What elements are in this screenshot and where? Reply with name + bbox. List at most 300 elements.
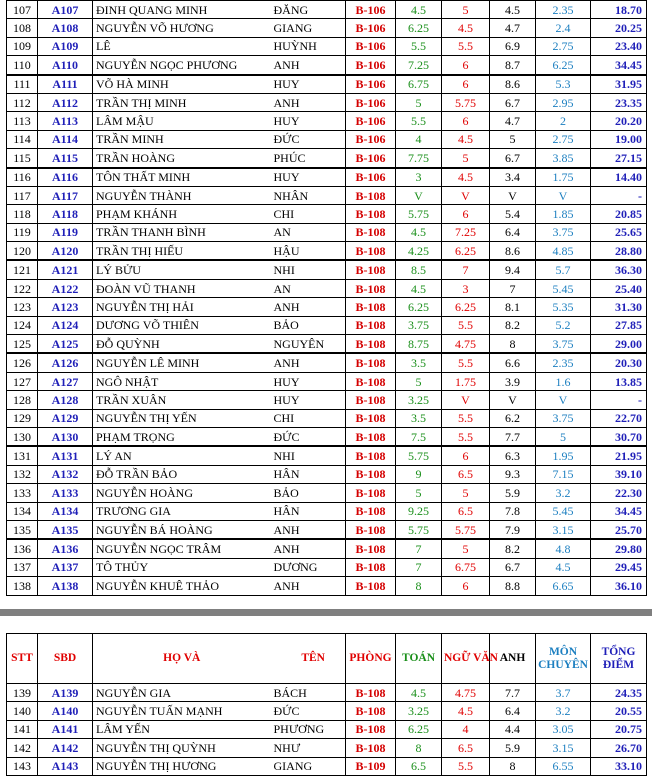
cell-van: 4 xyxy=(442,720,490,738)
cell-chuyen: 6.55 xyxy=(536,757,591,775)
cell-sbd: A141 xyxy=(38,720,93,738)
cell-stt: 130 xyxy=(7,427,38,446)
cell-ten: ANH xyxy=(271,353,346,372)
cell-van: 4.5 xyxy=(442,19,490,37)
cell-ho: NGUYỄN TUẤN MẠNH xyxy=(93,702,271,720)
cell-stt: 118 xyxy=(7,205,38,223)
cell-toan: V xyxy=(396,186,442,204)
cell-ho: PHẠM TRỌNG xyxy=(93,427,271,446)
cell-stt: 137 xyxy=(7,558,38,576)
cell-stt: 141 xyxy=(7,720,38,738)
cell-phong: B-108 xyxy=(346,335,396,354)
cell-chuyen: 3.75 xyxy=(536,409,591,427)
cell-van: 4.5 xyxy=(442,702,490,720)
cell-stt: 128 xyxy=(7,391,38,409)
cell-anh: 7.9 xyxy=(490,520,536,539)
cell-phong: B-108 xyxy=(346,446,396,465)
cell-sbd: A125 xyxy=(38,335,93,354)
cell-ho: NGUYỄN GIA xyxy=(93,684,271,702)
cell-stt: 108 xyxy=(7,19,38,37)
cell-ho: ĐỖ TRẦN BẢO xyxy=(93,465,271,483)
cell-phong: B-106 xyxy=(346,75,396,94)
cell-anh: 8.6 xyxy=(490,75,536,94)
cell-van: 6.5 xyxy=(442,502,490,520)
header-chuyen: MÔN CHUYÊN xyxy=(536,634,591,684)
cell-phong: B-106 xyxy=(346,19,396,37)
cell-phong: B-106 xyxy=(346,56,396,75)
score-table-bottom-body xyxy=(7,684,647,776)
cell-sbd: A124 xyxy=(38,316,93,334)
cell-ten: NHI xyxy=(271,260,346,279)
cell-ten: HUY xyxy=(271,112,346,130)
cell-anh: 4.4 xyxy=(490,720,536,738)
cell-anh: 5 xyxy=(490,130,536,148)
cell-van: 7 xyxy=(442,260,490,279)
cell-anh: 3.9 xyxy=(490,372,536,390)
cell-ten: HUY xyxy=(271,372,346,390)
cell-stt: 125 xyxy=(7,335,38,354)
cell-ho: LÂM MẬU xyxy=(93,112,271,130)
cell-van: 4.75 xyxy=(442,335,490,354)
cell-ho: NGUYỄN BÁ HOÀNG xyxy=(93,520,271,539)
cell-ten: BÁCH xyxy=(271,684,346,702)
cell-anh: 3.4 xyxy=(490,168,536,187)
cell-van: 6 xyxy=(442,446,490,465)
cell-toan: 3.25 xyxy=(396,702,442,720)
cell-tong: 28.80 xyxy=(591,242,647,261)
cell-chuyen: 3.2 xyxy=(536,702,591,720)
cell-sbd: A121 xyxy=(38,260,93,279)
cell-stt: 143 xyxy=(7,757,38,775)
cell-anh: 8 xyxy=(490,757,536,775)
cell-tong: 20.20 xyxy=(591,112,647,130)
cell-sbd: A131 xyxy=(38,446,93,465)
cell-anh: 9.4 xyxy=(490,260,536,279)
cell-anh: 6.4 xyxy=(490,702,536,720)
cell-stt: 112 xyxy=(7,93,38,111)
cell-toan: 8 xyxy=(396,739,442,757)
cell-van: 6 xyxy=(442,75,490,94)
cell-ho: TRẦN THỊ HIẾU xyxy=(93,242,271,261)
cell-anh: 7.8 xyxy=(490,502,536,520)
header-row xyxy=(7,634,647,684)
cell-toan: 4.5 xyxy=(396,223,442,241)
cell-phong: B-108 xyxy=(346,720,396,738)
cell-ten: HÂN xyxy=(271,502,346,520)
cell-phong: B-108 xyxy=(346,372,396,390)
cell-chuyen: 7.15 xyxy=(536,465,591,483)
cell-ho: NGUYỄN THÀNH xyxy=(93,186,271,204)
table-row xyxy=(7,260,647,279)
cell-toan: 9.25 xyxy=(396,502,442,520)
cell-toan: 5.75 xyxy=(396,520,442,539)
cell-chuyen: 1.75 xyxy=(536,168,591,187)
cell-anh: 6.7 xyxy=(490,558,536,576)
header-ten: TÊN xyxy=(271,634,346,684)
cell-ho: LÝ BỬU xyxy=(93,260,271,279)
cell-stt: 139 xyxy=(7,684,38,702)
cell-chuyen: V xyxy=(536,186,591,204)
cell-phong: B-106 xyxy=(346,168,396,187)
cell-phong: B-108 xyxy=(346,702,396,720)
cell-chuyen: 4.5 xyxy=(536,558,591,576)
cell-stt: 135 xyxy=(7,520,38,539)
cell-tong: 25.65 xyxy=(591,223,647,241)
cell-anh: 4.7 xyxy=(490,19,536,37)
cell-anh: 6.3 xyxy=(490,446,536,465)
cell-ho: NGUYỄN KHUÊ THẢO xyxy=(93,577,271,595)
cell-sbd: A129 xyxy=(38,409,93,427)
cell-stt: 111 xyxy=(7,75,38,94)
cell-tong: 31.30 xyxy=(591,298,647,316)
cell-chuyen: 5.7 xyxy=(536,260,591,279)
cell-van: 5 xyxy=(442,149,490,168)
cell-stt: 134 xyxy=(7,502,38,520)
cell-anh: 7.7 xyxy=(490,684,536,702)
cell-phong: B-106 xyxy=(346,112,396,130)
table-row xyxy=(7,149,647,168)
cell-phong: B-108 xyxy=(346,520,396,539)
cell-ten: ANH xyxy=(271,93,346,111)
cell-ho: TRẦN MINH xyxy=(93,130,271,148)
cell-phong: B-108 xyxy=(346,484,396,502)
cell-sbd: A113 xyxy=(38,112,93,130)
cell-chuyen: 2.35 xyxy=(536,353,591,372)
table-row xyxy=(7,353,647,372)
cell-van: 6.25 xyxy=(442,242,490,261)
cell-ho: LÊ xyxy=(93,37,271,55)
cell-phong: B-108 xyxy=(346,577,396,595)
cell-ten: BẢO xyxy=(271,484,346,502)
cell-ten: AN xyxy=(271,223,346,241)
cell-stt: 121 xyxy=(7,260,38,279)
cell-sbd: A108 xyxy=(38,19,93,37)
cell-stt: 142 xyxy=(7,739,38,757)
cell-sbd: A139 xyxy=(38,684,93,702)
cell-chuyen: 2.4 xyxy=(536,19,591,37)
cell-ho: NGÔ NHẬT xyxy=(93,372,271,390)
cell-chuyen: 5.35 xyxy=(536,298,591,316)
cell-sbd: A114 xyxy=(38,130,93,148)
cell-van: 4.75 xyxy=(442,684,490,702)
cell-stt: 124 xyxy=(7,316,38,334)
cell-anh: 8.2 xyxy=(490,539,536,558)
header-ho: HỌ VÀ xyxy=(93,634,271,684)
cell-tong: 23.40 xyxy=(591,37,647,55)
cell-van: 5.75 xyxy=(442,93,490,111)
cell-ho: TRẦN HOÀNG xyxy=(93,149,271,168)
cell-ten: HUY xyxy=(271,168,346,187)
cell-tong: 30.70 xyxy=(591,427,647,446)
cell-ho: TRẦN XUÂN xyxy=(93,391,271,409)
cell-ten: HÂN xyxy=(271,465,346,483)
cell-ten: CHI xyxy=(271,409,346,427)
cell-chuyen: 5.45 xyxy=(536,502,591,520)
cell-toan: 3 xyxy=(396,168,442,187)
cell-anh: 8.6 xyxy=(490,242,536,261)
cell-phong: B-108 xyxy=(346,539,396,558)
table-row xyxy=(7,279,647,297)
cell-sbd: A134 xyxy=(38,502,93,520)
cell-ho: ĐỖ QUỲNH xyxy=(93,335,271,354)
table-row xyxy=(7,372,647,390)
cell-chuyen: 3.15 xyxy=(536,520,591,539)
cell-toan: 5.5 xyxy=(396,37,442,55)
cell-toan: 3.25 xyxy=(396,391,442,409)
cell-ho: TÔ THỦY xyxy=(93,558,271,576)
cell-anh: 6.2 xyxy=(490,409,536,427)
cell-tong: 20.75 xyxy=(591,720,647,738)
cell-ten: PHƯƠNG xyxy=(271,720,346,738)
cell-ho: PHẠM KHÁNH xyxy=(93,205,271,223)
cell-chuyen: 2.75 xyxy=(536,130,591,148)
cell-ho: NGUYỄN VÕ HƯƠNG xyxy=(93,19,271,37)
cell-van: 5 xyxy=(442,1,490,19)
cell-van: 5.5 xyxy=(442,37,490,55)
cell-stt: 116 xyxy=(7,168,38,187)
cell-toan: 6.25 xyxy=(396,298,442,316)
cell-stt: 140 xyxy=(7,702,38,720)
cell-ten: BẢO xyxy=(271,316,346,334)
header-phong: PHÒNG xyxy=(346,634,396,684)
cell-toan: 3.5 xyxy=(396,353,442,372)
cell-sbd: A123 xyxy=(38,298,93,316)
cell-ho: DƯƠNG VÕ THIÊN xyxy=(93,316,271,334)
cell-stt: 126 xyxy=(7,353,38,372)
cell-tong: 20.85 xyxy=(591,205,647,223)
cell-toan: 4.5 xyxy=(396,279,442,297)
table-row xyxy=(7,465,647,483)
cell-toan: 7.75 xyxy=(396,149,442,168)
cell-tong: 14.40 xyxy=(591,168,647,187)
cell-sbd: A116 xyxy=(38,168,93,187)
table-row xyxy=(7,757,647,775)
cell-chuyen: 5.3 xyxy=(536,75,591,94)
cell-ho: TRƯƠNG GIA xyxy=(93,502,271,520)
cell-ten: ANH xyxy=(271,577,346,595)
cell-ho: VÕ HÀ MINH xyxy=(93,75,271,94)
cell-toan: 7 xyxy=(396,539,442,558)
cell-sbd: A132 xyxy=(38,465,93,483)
cell-sbd: A110 xyxy=(38,56,93,75)
cell-sbd: A115 xyxy=(38,149,93,168)
table-row xyxy=(7,205,647,223)
cell-ho: TRẦN THANH BÌNH xyxy=(93,223,271,241)
table-row xyxy=(7,130,647,148)
cell-phong: B-108 xyxy=(346,427,396,446)
header-tong: TỔNG ĐIỂM xyxy=(591,634,647,684)
cell-tong: 13.85 xyxy=(591,372,647,390)
cell-toan: 4.5 xyxy=(396,1,442,19)
cell-van: 7.25 xyxy=(442,223,490,241)
cell-tong: 29.80 xyxy=(591,539,647,558)
table-row xyxy=(7,427,647,446)
cell-sbd: A119 xyxy=(38,223,93,241)
cell-chuyen: 2 xyxy=(536,112,591,130)
cell-van: 5 xyxy=(442,484,490,502)
cell-tong: 22.70 xyxy=(591,409,647,427)
cell-chuyen: 5.2 xyxy=(536,316,591,334)
cell-stt: 132 xyxy=(7,465,38,483)
cell-tong: 20.55 xyxy=(591,702,647,720)
cell-van: 5.5 xyxy=(442,409,490,427)
cell-sbd: A133 xyxy=(38,484,93,502)
cell-van: 5.5 xyxy=(442,316,490,334)
table-row xyxy=(7,186,647,204)
cell-sbd: A107 xyxy=(38,1,93,19)
cell-ho: NGUYỄN NGỌC PHƯƠNG xyxy=(93,56,271,75)
cell-toan: 4 xyxy=(396,130,442,148)
table-row xyxy=(7,739,647,757)
cell-sbd: A136 xyxy=(38,539,93,558)
cell-ho: NGUYỄN NGỌC TRÂM xyxy=(93,539,271,558)
cell-toan: 9 xyxy=(396,465,442,483)
cell-sbd: A128 xyxy=(38,391,93,409)
cell-van: 1.75 xyxy=(442,372,490,390)
cell-tong: 31.95 xyxy=(591,75,647,94)
cell-ten: NHÂN xyxy=(271,186,346,204)
cell-tong: 20.30 xyxy=(591,353,647,372)
cell-chuyen: 3.2 xyxy=(536,484,591,502)
table-row xyxy=(7,409,647,427)
cell-van: V xyxy=(442,186,490,204)
table-row xyxy=(7,577,647,595)
cell-chuyen: 5.45 xyxy=(536,279,591,297)
cell-sbd: A127 xyxy=(38,372,93,390)
cell-chuyen: 1.6 xyxy=(536,372,591,390)
cell-chuyen: 6.25 xyxy=(536,56,591,75)
table-row xyxy=(7,37,647,55)
page-break-separator xyxy=(0,609,652,616)
cell-tong: 24.35 xyxy=(591,684,647,702)
cell-anh: V xyxy=(490,186,536,204)
cell-van: 6.75 xyxy=(442,558,490,576)
cell-van: 5.5 xyxy=(442,353,490,372)
cell-ten: AN xyxy=(271,279,346,297)
cell-sbd: A142 xyxy=(38,739,93,757)
cell-sbd: A109 xyxy=(38,37,93,55)
cell-van: 4.5 xyxy=(442,130,490,148)
cell-chuyen: 3.05 xyxy=(536,720,591,738)
cell-anh: 4.5 xyxy=(490,1,536,19)
cell-van: 6 xyxy=(442,577,490,595)
cell-phong: B-108 xyxy=(346,502,396,520)
cell-toan: 5 xyxy=(396,372,442,390)
cell-toan: 7.5 xyxy=(396,427,442,446)
cell-tong: 29.00 xyxy=(591,335,647,354)
cell-chuyen: 6.65 xyxy=(536,577,591,595)
cell-anh: 4.7 xyxy=(490,112,536,130)
cell-toan: 6.5 xyxy=(396,757,442,775)
cell-anh: 6.7 xyxy=(490,93,536,111)
cell-tong: - xyxy=(591,391,647,409)
cell-chuyen: 2.95 xyxy=(536,93,591,111)
cell-anh: 6.9 xyxy=(490,37,536,55)
cell-phong: B-106 xyxy=(346,1,396,19)
table-row xyxy=(7,484,647,502)
cell-toan: 5 xyxy=(396,93,442,111)
cell-phong: B-108 xyxy=(346,223,396,241)
cell-stt: 119 xyxy=(7,223,38,241)
cell-sbd: A111 xyxy=(38,75,93,94)
cell-toan: 6.25 xyxy=(396,19,442,37)
cell-sbd: A137 xyxy=(38,558,93,576)
cell-ten: HUY xyxy=(271,391,346,409)
cell-stt: 138 xyxy=(7,577,38,595)
cell-van: 6 xyxy=(442,112,490,130)
cell-ten: HUỲNH xyxy=(271,37,346,55)
cell-ho: NGUYỄN THỊ YẾN xyxy=(93,409,271,427)
cell-ten: GIANG xyxy=(271,757,346,775)
cell-tong: 19.00 xyxy=(591,130,647,148)
cell-tong: 22.30 xyxy=(591,484,647,502)
cell-anh: 6.4 xyxy=(490,223,536,241)
score-table-top-body xyxy=(7,1,647,596)
cell-ten: ĐĂNG xyxy=(271,1,346,19)
cell-tong: 25.40 xyxy=(591,279,647,297)
cell-tong: 20.25 xyxy=(591,19,647,37)
table-row xyxy=(7,502,647,520)
cell-stt: 123 xyxy=(7,298,38,316)
cell-tong: 39.10 xyxy=(591,465,647,483)
header-anh: ANH xyxy=(490,634,536,684)
header-sbd: SBD xyxy=(38,634,93,684)
table-row xyxy=(7,335,647,354)
cell-sbd: A112 xyxy=(38,93,93,111)
cell-stt: 131 xyxy=(7,446,38,465)
cell-van: 6 xyxy=(442,205,490,223)
cell-phong: B-106 xyxy=(346,149,396,168)
cell-phong: B-108 xyxy=(346,242,396,261)
cell-toan: 7.25 xyxy=(396,56,442,75)
cell-stt: 120 xyxy=(7,242,38,261)
cell-sbd: A130 xyxy=(38,427,93,446)
cell-tong: 18.70 xyxy=(591,1,647,19)
cell-ten: NGUYÊN xyxy=(271,335,346,354)
cell-stt: 136 xyxy=(7,539,38,558)
cell-phong: B-106 xyxy=(346,37,396,55)
cell-ho: NGUYỄN HOÀNG xyxy=(93,484,271,502)
cell-ho: TÔN THẤT MINH xyxy=(93,168,271,187)
cell-phong: B-108 xyxy=(346,739,396,757)
cell-chuyen: 5 xyxy=(536,427,591,446)
cell-anh: 8.7 xyxy=(490,56,536,75)
cell-toan: 7 xyxy=(396,558,442,576)
cell-anh: 6.6 xyxy=(490,353,536,372)
cell-tong: 23.35 xyxy=(591,93,647,111)
cell-tong: 29.45 xyxy=(591,558,647,576)
cell-toan: 5.5 xyxy=(396,112,442,130)
cell-toan: 4.5 xyxy=(396,684,442,702)
header-toan: TOÁN xyxy=(396,634,442,684)
cell-ten: CHI xyxy=(271,205,346,223)
cell-toan: 5.75 xyxy=(396,446,442,465)
cell-ten: ANH xyxy=(271,520,346,539)
cell-chuyen: 3.7 xyxy=(536,684,591,702)
table-row xyxy=(7,446,647,465)
cell-phong: B-108 xyxy=(346,260,396,279)
table-row xyxy=(7,316,647,334)
cell-tong: 26.70 xyxy=(591,739,647,757)
cell-sbd: A140 xyxy=(38,702,93,720)
cell-anh: 5.4 xyxy=(490,205,536,223)
table-row xyxy=(7,75,647,94)
cell-ho: LÂM YẾN xyxy=(93,720,271,738)
cell-chuyen: 4.85 xyxy=(536,242,591,261)
cell-phong: B-106 xyxy=(346,130,396,148)
cell-phong: B-108 xyxy=(346,353,396,372)
cell-van: 4.5 xyxy=(442,168,490,187)
